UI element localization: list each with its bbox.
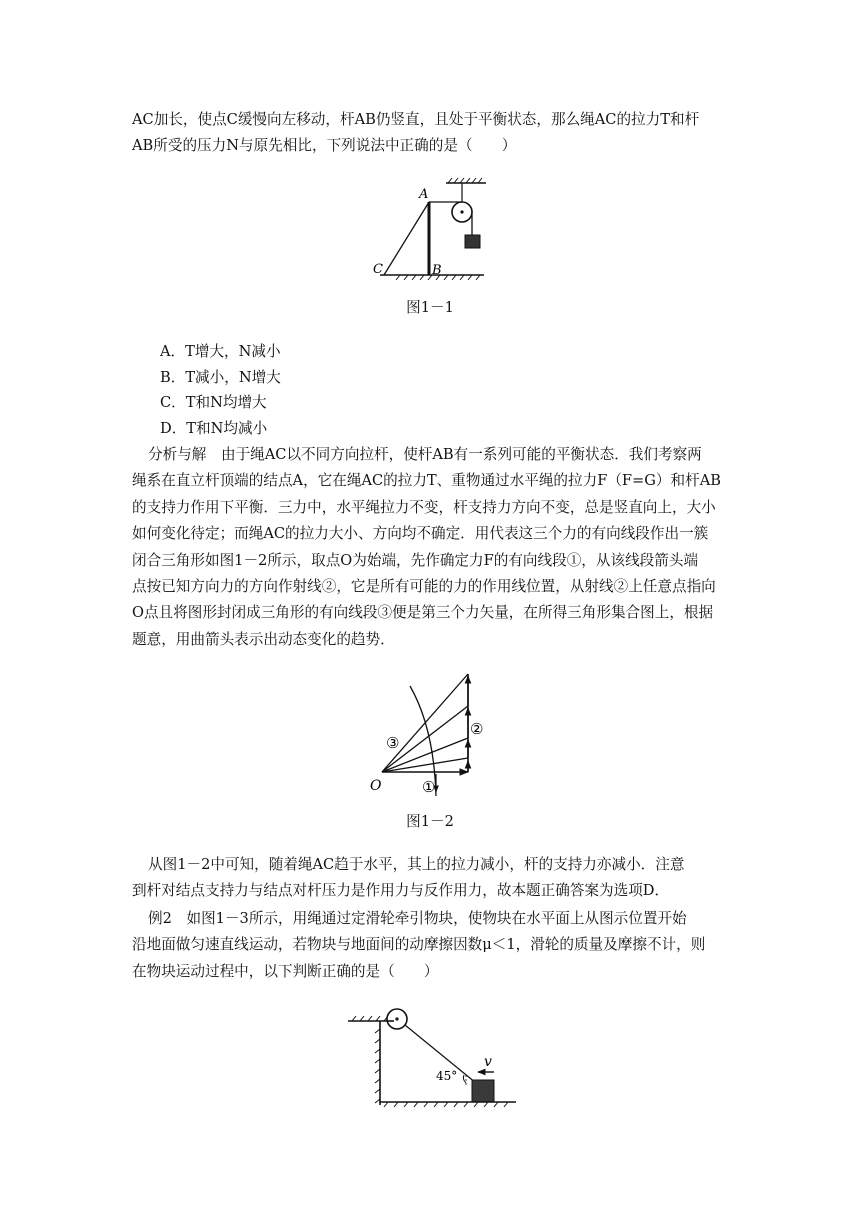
label-b: B: [432, 263, 442, 278]
analysis-line: 点按已知方向力的方向作射线②，它是所有可能的力的作用线位置，从射线②上任意点指向: [132, 578, 716, 596]
figure-1-1-caption: 图1－1: [406, 299, 454, 316]
velocity-label: v: [484, 1054, 492, 1070]
analysis-line: 闭合三角形如图1－2所示，取点O为始端，先作确定力F的有向线段①，从该线段箭头端: [132, 551, 699, 569]
figure-1-1-rod-pulley-diagram: [360, 175, 510, 285]
conclusion-line: 到杆对结点支持力与结点对杆压力是作用力与反作用力，故本题正确答案为选项D．: [132, 882, 670, 900]
analysis-line: 分析与解 由于绳AC以不同方向拉杆，使杆AB有一系列可能的平衡状态．我们考察两: [148, 446, 702, 463]
answer-options: [160, 339, 281, 441]
analysis-line: O点且将图形封闭成三角形的有向线段③便是第三个力矢量，在所得三角形集合图上，根据: [132, 604, 714, 622]
label-c: C: [373, 262, 383, 277]
analysis-line: 绳系在直立杆顶端的结点A，它在绳AC的拉力T、重物通过水平绳的拉力F（F=G）和杆AB: [132, 472, 721, 490]
label-vector-1: ①: [422, 778, 436, 796]
analysis-line: 的支持力作用下平衡．三力中，水平绳拉力不变，杆支持力方向不变，总是竖直向上，大小: [132, 498, 716, 516]
conclusion-text: [132, 852, 732, 905]
option-c: C．T和N均增大: [160, 394, 267, 411]
example-2-line: 沿地面做匀速直线运动，若物块与地面间的动摩擦因数μ＜1，滑轮的质量及摩擦不计，则: [132, 936, 706, 954]
figure-1-3-pulley-block-diagram: [340, 1005, 530, 1117]
label-a: A: [419, 187, 429, 202]
option-a: A．T增大，N减小: [160, 343, 281, 360]
example-2-text: [132, 906, 732, 985]
label-vector-3: ③: [386, 734, 400, 752]
question-text: [132, 107, 732, 160]
label-o: O: [370, 778, 382, 794]
example-2-line: 在物块运动过程中，以下判断正确的是（ ）: [132, 962, 439, 980]
analysis-text: [132, 442, 732, 653]
example-2-line: 例2 如图1－3所示，用绳通过定滑轮牵引物块，使物块在水平面上从图示位置开始: [148, 910, 687, 927]
option-b: B．T减小，N增大: [160, 368, 281, 386]
figure-1-2-caption: 图1－2: [406, 813, 454, 830]
conclusion-line: 从图1－2中可知，随着绳AC趋于水平，其上的拉力减小，杆的支持力亦减小．注意: [148, 856, 685, 873]
analysis-line: 如何变化待定；而绳AC的拉力大小、方向均不确定．用代表这三个力的有向线段作出一簇: [132, 525, 709, 543]
question-line: AB所受的压力N与原先相比，下列说法中正确的是（ ）: [132, 137, 517, 155]
analysis-line: 题意，用曲箭头表示出动态变化的趋势．: [132, 630, 395, 648]
label-vector-2: ②: [470, 720, 484, 738]
figure-1-2-force-triangle-diagram: [364, 668, 504, 798]
angle-label: 45°: [436, 1069, 458, 1083]
option-d: D．T和N均减小: [160, 419, 268, 437]
question-line: AC加长，使点C缓慢向左移动，杆AB仍竖直，且处于平衡状态，那么绳AC的拉力T和杆: [132, 111, 700, 128]
